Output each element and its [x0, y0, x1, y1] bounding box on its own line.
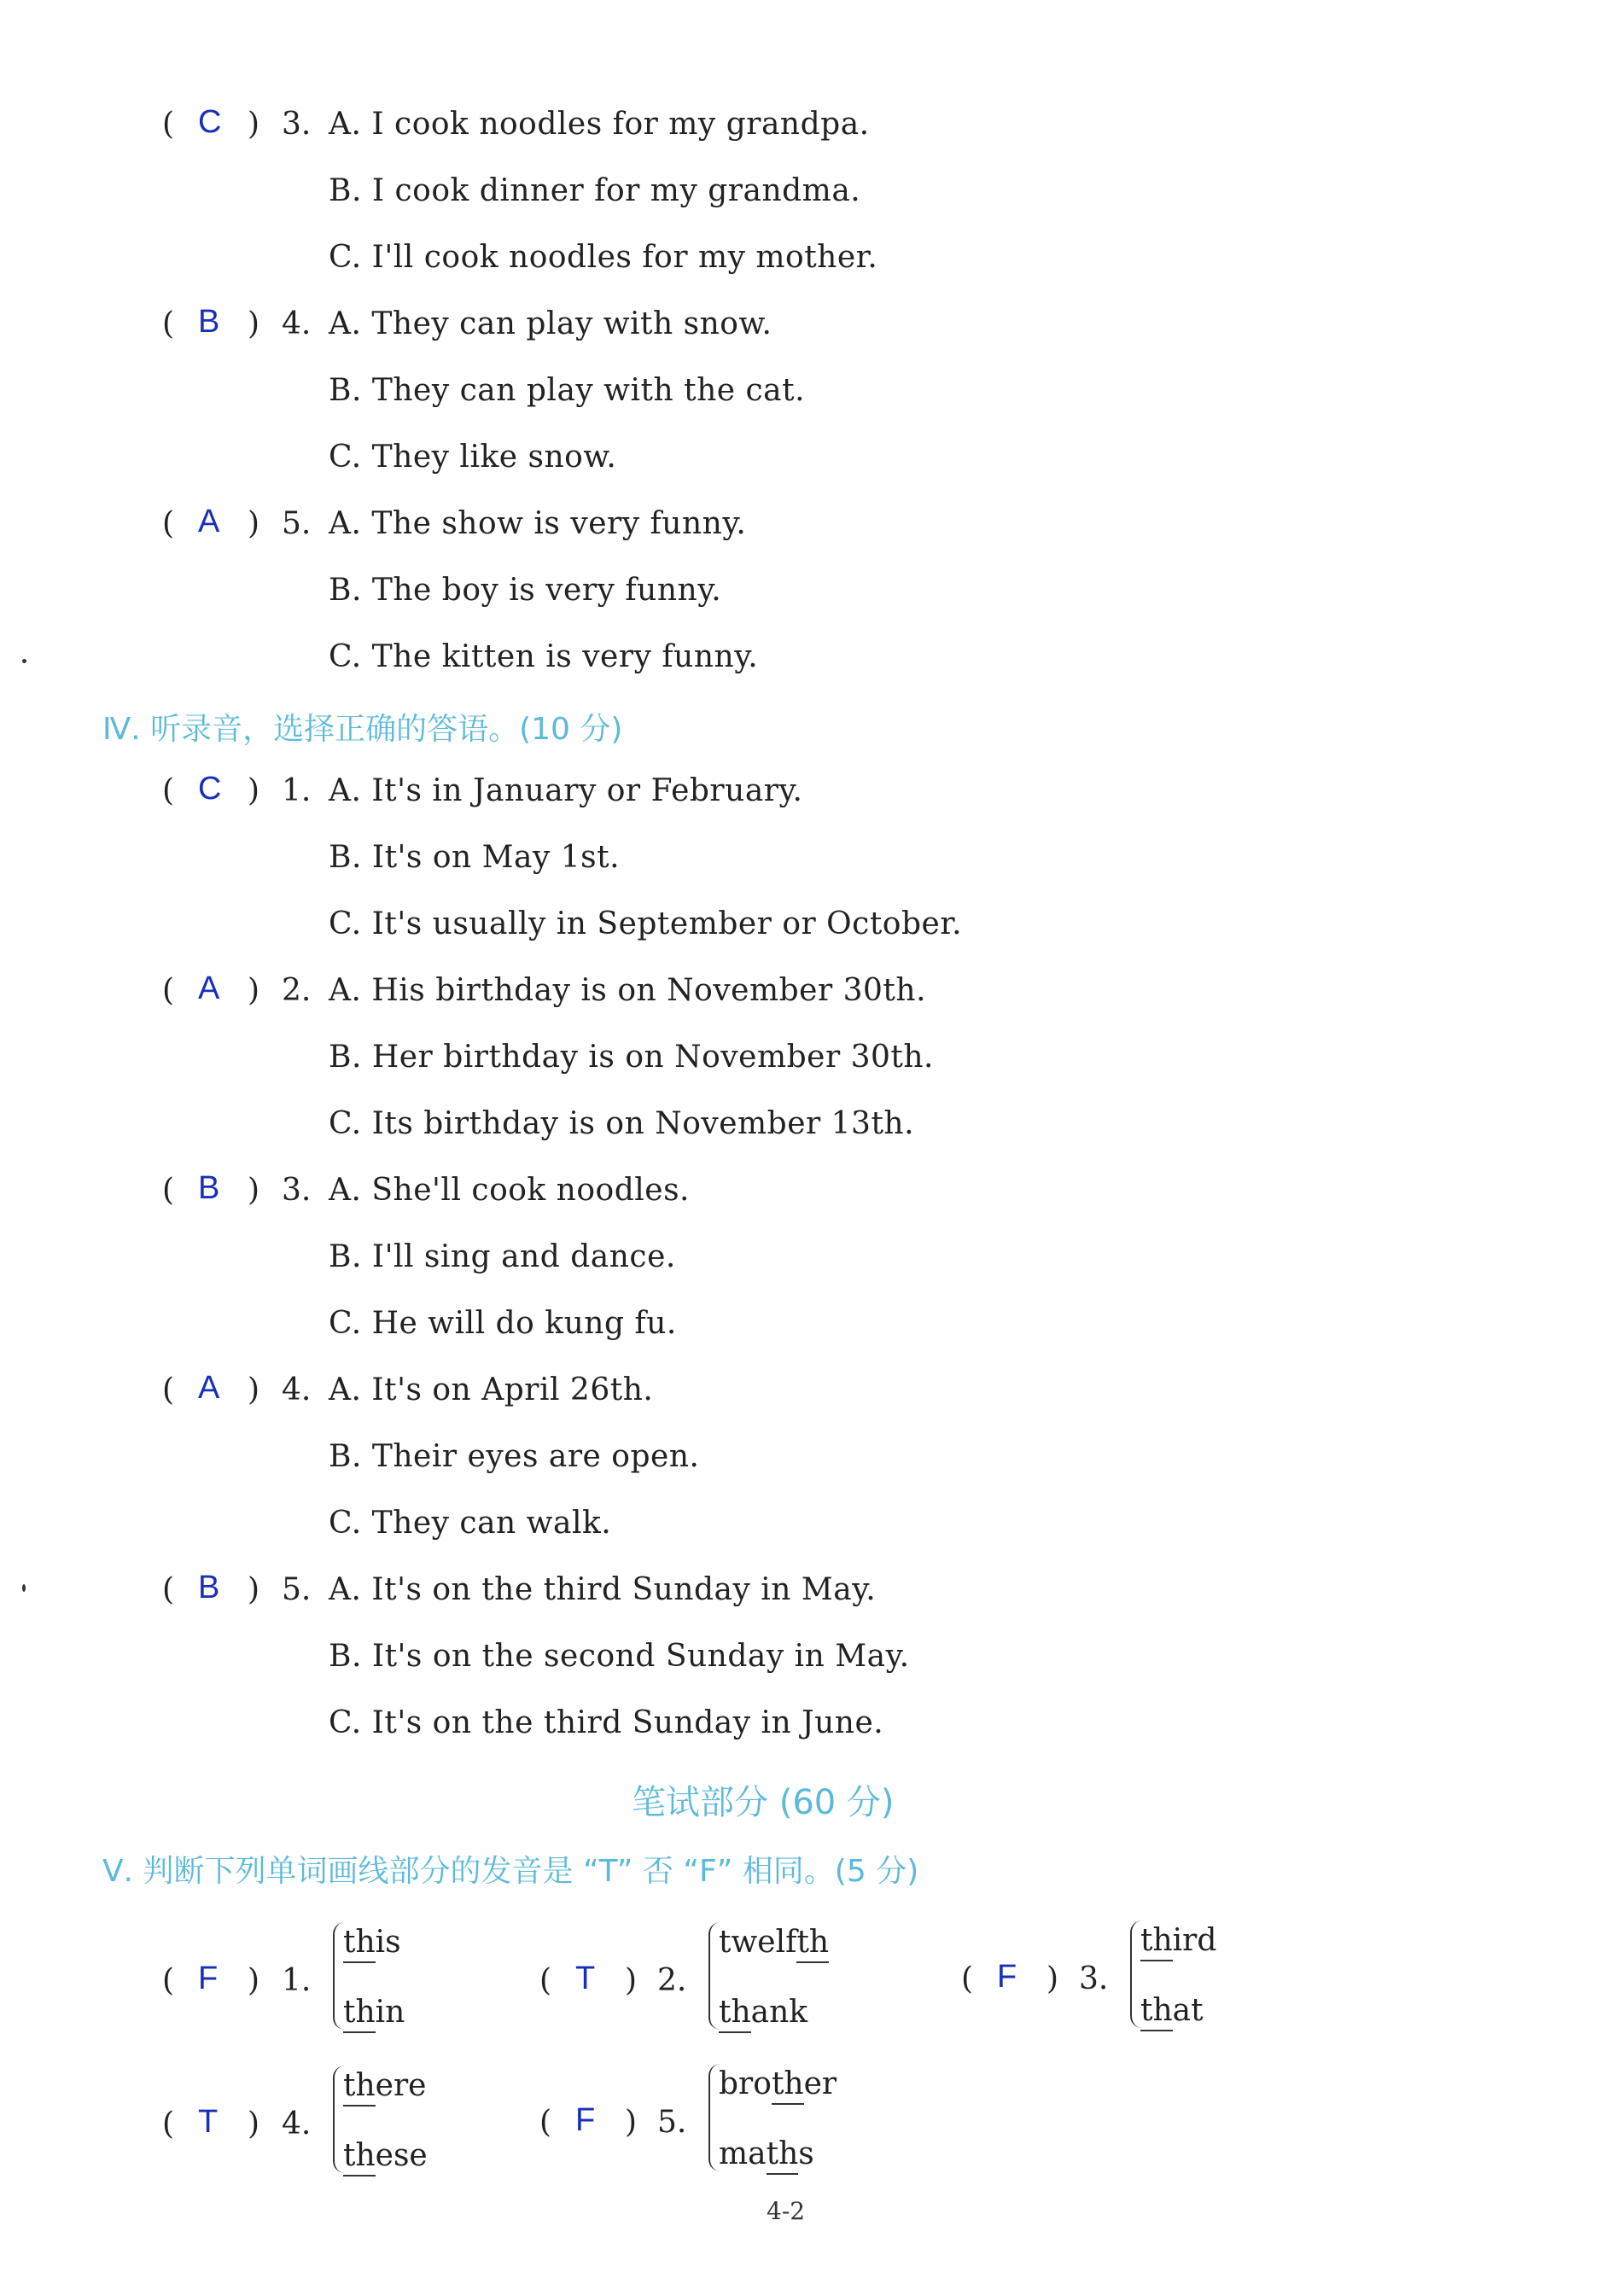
word-top: this [343, 1925, 401, 1960]
word-bottom: maths [719, 2136, 814, 2171]
word-top: third [1140, 1923, 1216, 1958]
word-top: brother [719, 2066, 837, 2101]
paren-close: ) [248, 1572, 260, 1607]
paren-open: ( [162, 1372, 175, 1407]
option-b: B. It's on May 1st. [329, 840, 621, 875]
paren-close: ) [1046, 1961, 1059, 1996]
paren-close: ) [625, 1963, 638, 1998]
answer-letter: B [198, 1170, 220, 1206]
option-b: B. Their eyes are open. [329, 1439, 700, 1474]
option-a: A. It's in January or February. [329, 773, 803, 808]
paren-close: ) [248, 107, 260, 142]
paren-open: ( [539, 2105, 552, 2140]
paren-close: ) [625, 2105, 638, 2140]
paren-close: ) [248, 973, 260, 1008]
paren-open: ( [162, 773, 175, 808]
option-a: A. The show is very funny. [329, 506, 747, 541]
option-b: B. It's on the second Sunday in May. [329, 1639, 910, 1674]
option-b: B. Her birthday is on November 30th. [329, 1040, 934, 1075]
paren-open: ( [162, 973, 175, 1008]
answer-letter: B [198, 1570, 220, 1605]
answer-letter: T [575, 1961, 596, 1996]
question-number: 5. [282, 1572, 312, 1607]
scan-speck [22, 1584, 26, 1592]
question-number: 5. [657, 2105, 687, 2140]
word-bottom: that [1140, 1993, 1204, 2028]
question-number: 3. [282, 1173, 312, 1208]
answer-letter: T [198, 2104, 219, 2140]
question-number: 4. [282, 306, 312, 341]
option-a: A. It's on the third Sunday in May. [329, 1572, 877, 1607]
option-c: C. Its birthday is on November 13th. [329, 1106, 915, 1141]
option-c: C. He will do kung fu. [329, 1306, 677, 1341]
option-b: B. I cook dinner for my grandma. [329, 173, 861, 208]
word-bottom: thin [343, 1995, 405, 2030]
paren-close: ) [248, 773, 260, 808]
option-a: A. I cook noodles for my grandpa. [329, 107, 870, 142]
question-number: 2. [282, 973, 312, 1008]
question-number: 4. [282, 1372, 312, 1407]
paren-open: ( [162, 1173, 175, 1208]
option-c: C. The kitten is very funny. [329, 639, 759, 674]
page-number: 4-2 [767, 2197, 806, 2225]
paren-open: ( [961, 1961, 974, 1996]
option-a: A. His birthday is on November 30th. [329, 973, 927, 1008]
paren-open: ( [162, 506, 175, 541]
option-c: C. I'll cook noodles for my mother. [329, 240, 878, 275]
written-part-heading: 笔试部分 (60 分) [632, 1783, 895, 1822]
word-bottom: thank [719, 1995, 807, 2030]
option-a: A. They can play with snow. [329, 306, 772, 341]
section-4-title: Ⅳ. 听录音，选择正确的答语。(10 分) [102, 712, 623, 747]
answer-letter: F [198, 1961, 219, 1996]
word-top: twelfth [719, 1925, 829, 1960]
answer-letter: A [198, 1370, 220, 1406]
word-top: there [343, 2068, 426, 2103]
paren-close: ) [248, 1173, 260, 1208]
question-number: 5. [282, 506, 312, 541]
question-number: 3. [1079, 1961, 1109, 1996]
option-a: A. It's on April 26th. [329, 1372, 654, 1407]
scan-speck [22, 659, 26, 663]
paren-close: ) [248, 2107, 260, 2142]
word-bottom: these [343, 2138, 428, 2173]
paren-open: ( [162, 2107, 175, 2142]
section-5-title: Ⅴ. 判断下列单词画线部分的发音是 “T” 否 “F” 相同。(5 分) [102, 1854, 919, 1889]
answer-letter: B [198, 304, 220, 340]
paren-close: ) [248, 506, 260, 541]
option-c: C. It's usually in September or October. [329, 906, 963, 941]
option-a: A. She'll cook noodles. [329, 1173, 690, 1208]
answer-letter: C [198, 104, 222, 140]
option-c: C. It's on the third Sunday in June. [329, 1705, 884, 1740]
question-number: 3. [282, 107, 312, 142]
answer-letter: F [575, 2102, 596, 2138]
question-number: 4. [282, 2107, 312, 2142]
option-b: B. They can play with the cat. [329, 373, 806, 408]
paren-close: ) [248, 1372, 260, 1407]
question-number: 1. [282, 773, 312, 808]
option-b: B. The boy is very funny. [329, 573, 722, 608]
option-c: C. They like snow. [329, 440, 617, 475]
paren-open: ( [162, 306, 175, 341]
answer-letter: A [198, 970, 220, 1006]
answer-letter: C [198, 771, 222, 807]
question-number: 2. [657, 1963, 687, 1998]
option-c: C. They can walk. [329, 1506, 612, 1541]
paren-open: ( [539, 1963, 552, 1998]
paren-open: ( [162, 1572, 175, 1607]
paren-close: ) [248, 306, 260, 341]
paren-open: ( [162, 107, 175, 142]
question-number: 1. [282, 1963, 312, 1998]
paren-open: ( [162, 1963, 175, 1998]
answer-letter: A [198, 504, 220, 539]
paren-close: ) [248, 1963, 260, 1998]
answer-letter: F [997, 1959, 1017, 1995]
option-b: B. I'll sing and dance. [329, 1239, 676, 1274]
